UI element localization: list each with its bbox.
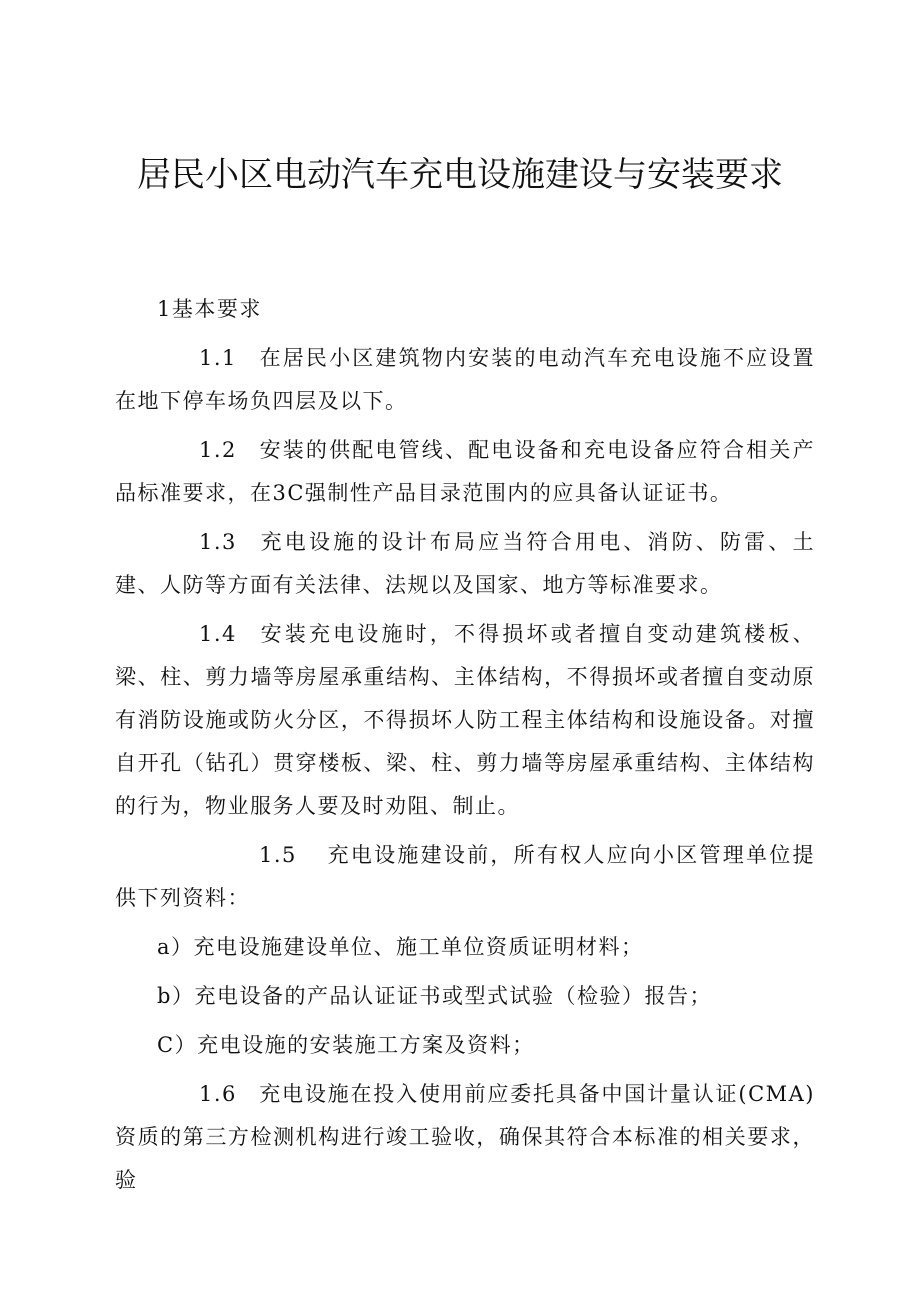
document-title: 居民小区电动汽车充电设施建设与安装要求: [137, 155, 783, 195]
clause-1-6: [115, 1073, 815, 1202]
clause-number: 1.6: [199, 1082, 237, 1106]
clause-text: 在居民小区建筑物内安装的电动汽车充电设施不应设置在地下停车场负四层及以下。: [115, 346, 815, 413]
document-body: [115, 288, 815, 1208]
sub-item-c: C）充电设施的安装施工方案及资料；: [157, 1033, 535, 1057]
clause-number: 1.2: [199, 438, 237, 462]
sub-item-b: b）充电设备的产品认证证书或型式试验（检验）报告；: [157, 984, 712, 1008]
clause-text: 充电设施建设前，所有权人应向小区管理单位提供下列资料：: [115, 843, 815, 910]
clause-text: 安装充电设施时，不得损坏或者擅自变动建筑楼板、梁、柱、剪力墙等房屋承重结构、主体结构，不得损坏或者擅自变动原有消防设施或防火分区，不得损坏人防工程主体结构和设施设备。对擅自开孔（钻孔）贯穿楼板、梁、柱、剪力墙等房屋承重结构、主体结构的行为，物业服务人要及时劝阻、制止。: [115, 622, 815, 818]
clause-number: 1.4: [199, 622, 237, 646]
clause-1-1: [115, 337, 815, 423]
clause-number: 1.5: [259, 843, 297, 867]
clause-text: 充电设施在投入使用前应委托具备中国计量认证(CMA)资质的第三方检测机构进行竣工验收，确保其符合本标准的相关要求，验: [115, 1082, 815, 1192]
clause-1-3: [115, 521, 815, 607]
clause-1-5: [115, 834, 815, 920]
clause-1-4: [115, 613, 815, 828]
clause-text: 安装的供配电管线、配电设备和充电设备应符合相关产品标准要求，在3C强制性产品目录范围内的应具备认证证书。: [115, 438, 815, 505]
section-heading: 1基本要求: [157, 297, 262, 321]
clause-number: 1.1: [199, 346, 237, 370]
clause-number: 1.3: [199, 530, 237, 554]
clause-1-2: [115, 429, 815, 515]
clause-text: 充电设施的设计布局应当符合用电、消防、防雷、土建、人防等方面有关法律、法规以及国家、地方等标准要求。: [115, 530, 815, 597]
sub-item-a: a）充电设施建设单位、施工单位资质证明材料；: [157, 935, 644, 959]
